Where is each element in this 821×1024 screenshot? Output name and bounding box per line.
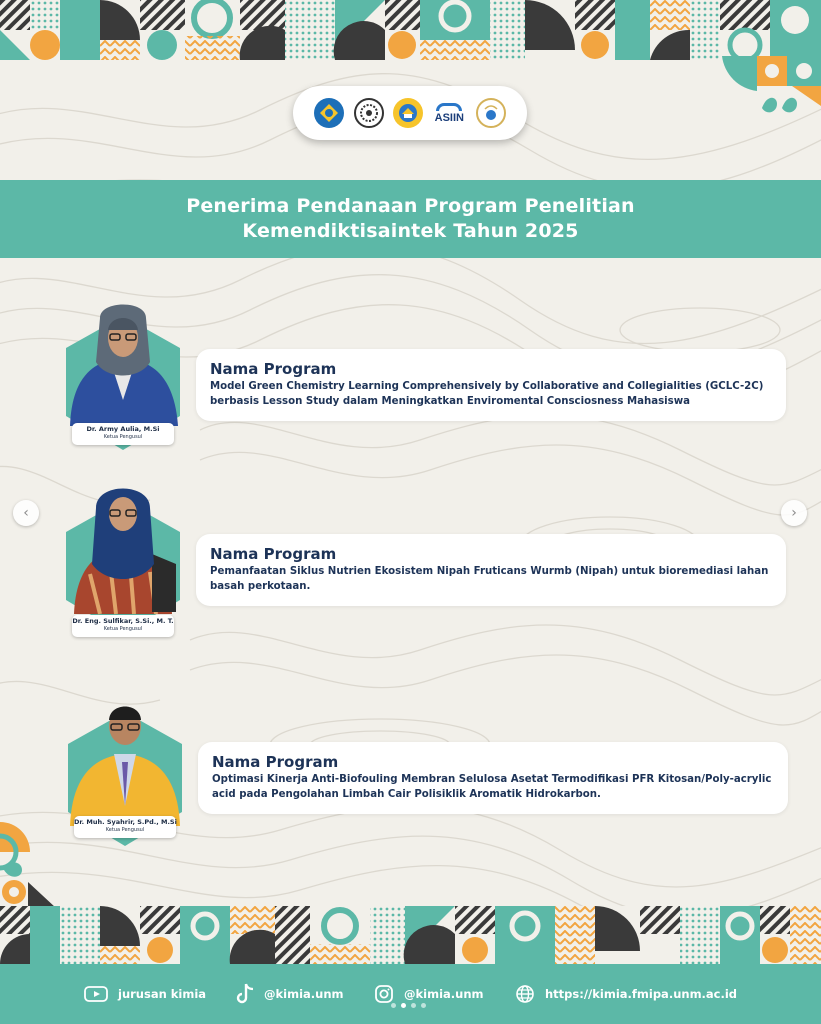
youtube-link[interactable]: [84, 983, 206, 1005]
researcher-role: Ketua Pengusul: [105, 827, 145, 833]
program-card-text: Optimasi Kinerja Anti-Biofouling Membran Selulosa Asetat Termodifikasi PFR Kitosan/Poly-acrylic acid pada Pengolahan Limbah Cair Polisiklik Aromatik Hidrokarbon.: [212, 774, 772, 800]
tiktok-icon: [236, 983, 254, 1005]
youtube-handle: jurusan kimia: [118, 987, 207, 1001]
researcher-3-portrait: [62, 696, 188, 856]
instagram-icon: [374, 984, 394, 1004]
program-card-text: Pemanfaatan Siklus Nutrien Ekosistem Nipah Fruticans Wurmb (Nipah) untuk bioremediasi lahan basah perkotaan.: [210, 566, 769, 592]
program-card-title: Nama Program: [210, 545, 337, 563]
tut-wuri-handayani-logo: [314, 98, 344, 128]
corner-decoration-left: [0, 822, 56, 908]
accreditation-badge-logo: [476, 98, 506, 128]
youtube-icon: [84, 985, 108, 1003]
program-card-text: Model Green Chemistry Learning Comprehensively by Collaborative and Collegialities (GCLC-2C) berbasis Lesson Study dalam Meningkatkan Enviromental Consciosness Mahasiswa: [210, 381, 764, 407]
top-pattern-strip: [0, 0, 821, 60]
unm-seal-logo: [393, 98, 423, 128]
person-photo: [60, 484, 186, 634]
name-tag: [72, 423, 174, 445]
carousel-dot-active[interactable]: [401, 1003, 406, 1008]
researcher-name: Dr. Army Auliа, M.Si: [86, 425, 160, 433]
program-card-title: Nama Program: [212, 753, 339, 771]
name-tag: [72, 615, 174, 637]
carousel-indicator: [391, 1003, 426, 1008]
researcher-1-portrait: [60, 300, 186, 460]
globe-icon: [515, 984, 535, 1004]
instagram-link[interactable]: [374, 983, 484, 1005]
program-card-3: [198, 742, 788, 814]
tiktok-link[interactable]: [236, 983, 344, 1005]
program-card-2: [196, 534, 786, 606]
carousel-dot[interactable]: [421, 1003, 426, 1008]
title-line-2: Kemendiktisaintek Tahun 2025: [242, 220, 579, 242]
program-card-title: Nama Program: [210, 360, 337, 378]
program-card-1: [196, 349, 786, 421]
researcher-role: Ketua Pengusul: [103, 434, 143, 440]
corner-decoration-right: [722, 56, 821, 126]
next-slide-button[interactable]: [781, 500, 807, 526]
title-line-1: Penerima Pendanaan Program Penelitian: [186, 195, 635, 217]
researcher-name: Dr. Muh. Syahrir, S.Pd., M.Si: [74, 818, 177, 826]
chevron-right-icon: ›: [791, 505, 797, 521]
title-banner: [0, 180, 821, 258]
footer-bar: [0, 964, 821, 1024]
website-url: https://kimia.fmipa.unm.ac.id: [545, 987, 738, 1001]
unm-logo: [354, 98, 384, 128]
tiktok-handle: @kimia.unm: [264, 987, 344, 1001]
researcher-2-portrait: [60, 484, 186, 644]
carousel-dot[interactable]: [391, 1003, 396, 1008]
instagram-handle: @kimia.unm: [404, 987, 484, 1001]
carousel-dot[interactable]: [411, 1003, 416, 1008]
website-link[interactable]: [515, 983, 737, 1005]
bottom-pattern-strip: [0, 906, 821, 964]
logos-pill: [293, 86, 527, 140]
researcher-role: Ketua Pengusul: [103, 626, 143, 632]
name-tag: [74, 816, 176, 838]
asiin-logo: ASIIN: [432, 103, 466, 124]
researcher-name: Dr. Eng. Sulfikar, S.Si., M. T.: [72, 617, 174, 625]
chevron-left-icon: ‹: [23, 505, 29, 521]
previous-slide-button[interactable]: [13, 500, 39, 526]
